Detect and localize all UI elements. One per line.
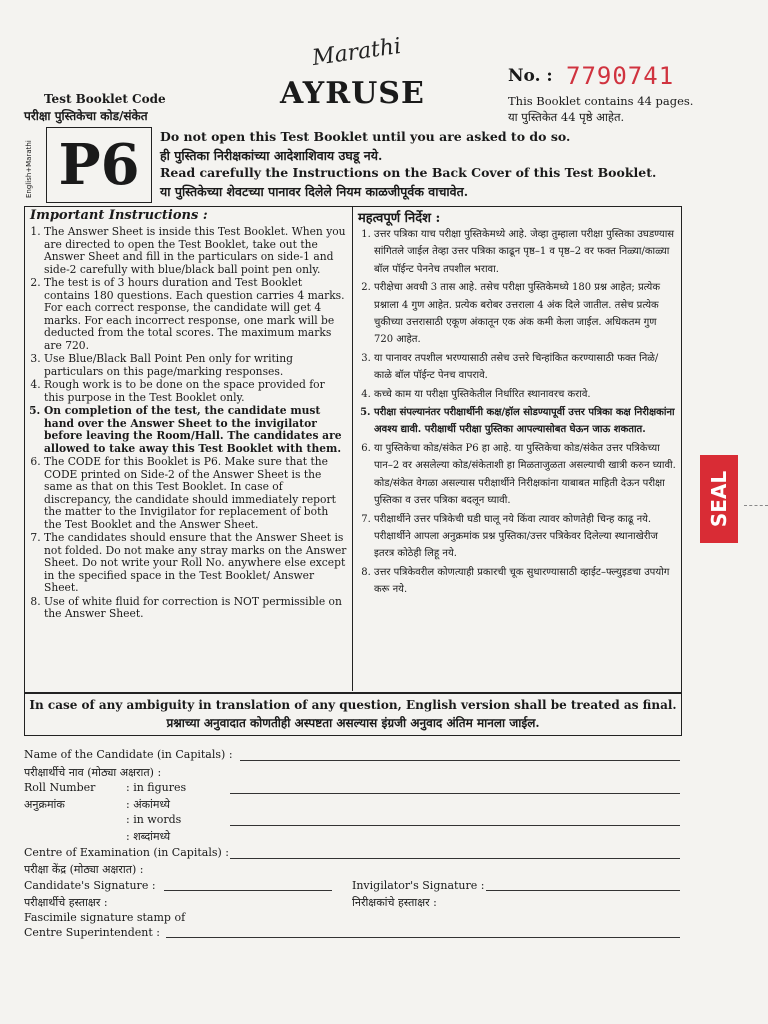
seal-cut-line: [744, 505, 768, 506]
in-words-label-mr: : शब्दांमध्ये: [126, 830, 171, 843]
instruction-mr-2: 2. परीक्षेचा अवधी 3 तास आहे. तसेच परीक्षा पुस्तिकेमध्ये 180 प्रश्न आहेत; प्रत्येक प्रश्नाला 4 गुण आहेत. प्रत्येक बरोबर उत्तराला 4 अंक दिले जातील. तसेच प्रत्येक चुकीच्या उत्तरासाठी एकूण अंकातून एक अंक कमी केला जाईल. अधिकतम गुण 720 आहेत.: [374, 279, 676, 349]
ambiguity-mr: प्रश्नाच्या अनुवादात कोणतीही अस्पष्टता असल्यास इंग्रजी अनुवाद अंतिम मानला जाईल.: [166, 716, 540, 730]
booklet-code: P6: [46, 127, 152, 203]
warning-line-1: Do not open this Test Booklet until you are asked to do so.: [160, 129, 571, 144]
stamp-label-line-2: Centre Superintendent :: [24, 926, 161, 939]
candidate-name-label-mr: परीक्षार्थीचे नाव (मोठ्या अक्षरात) :: [24, 766, 162, 779]
instructions-heading-mr: महत्वपूर्ण निर्देश :: [358, 211, 441, 226]
booklet-code-label: Test Booklet Code: [44, 92, 166, 106]
instruction-en-7: 7. The candidates should ensure that the Answer Sheet is not folded. Do not make any stray marks on the Answer Sheet. Do not write your Roll No. anywhere else except in the specified space in the Test Booklet/ Answer Sheet.: [44, 532, 348, 595]
instruction-en-4: 4. Rough work is to be done on the space provided for this purpose in the Test Booklet only.: [44, 379, 348, 404]
instruction-mr-6: 6. या पुस्तिकेचा कोड/संकेत P6 हा आहे. या पुस्तिकेचा कोड/संकेत उत्तर पत्रिकेच्या पान–2 वर असलेल्या कोड/संकेताशी हा मिळताजुळता असल्याची खात्री करुन घ्यावी. कोड/संकेत वेगळा असल्यास परीक्षार्थीने निरीक्षकांना याबाबत माहिती देऊन परीक्षा पुस्तिका व उत्तर पत्रिका बदलून घ्यावी.: [374, 440, 676, 510]
booklet-code-label-mr: परीक्षा पुस्तिकेचा कोड/संकेत: [24, 109, 148, 123]
instruction-mr-4: 4. कच्चे काम या परीक्षा पुस्तिकेतील निर्धारित स्थानावरच करावे.: [374, 386, 676, 403]
booklet-number-label: No. :: [508, 66, 553, 86]
instruction-mr-1: 1. उत्तर पत्रिका याच परीक्षा पुस्तिकेमध्ये आहे. जेव्हा तुम्हाला परीक्षा पुस्तिका उघडण्यास सांगितले जाईल तेव्हा उत्तर पत्रिका काढून पृष्ठ–1 व पृष्ठ–2 वर फक्त निळ्या/काळ्या बॉल पॉईन्ट पेननेच तपशील भरावा.: [374, 226, 676, 278]
ambiguity-notice: [24, 693, 682, 736]
invigilator-signature-label: Invigilator's Signature :: [352, 879, 485, 892]
centre-label: Centre of Examination (in Capitals) :: [24, 846, 229, 859]
stamp-label-line-1: Fascimile signature stamp of: [24, 911, 186, 924]
seal-label: SEAL: [707, 470, 732, 528]
exam-title: AYRUSE: [280, 76, 425, 111]
instructions-en: [26, 226, 348, 622]
invigilator-signature-label-mr: निरीक्षकांचे हस्ताक्षर :: [352, 896, 437, 909]
roll-number-label: Roll Number: [24, 781, 96, 794]
candidate-signature-label: Candidate's Signature :: [24, 879, 156, 892]
candidate-name-field[interactable]: [240, 760, 680, 761]
warning-line-2: ही पुस्तिका निरीक्षकांच्या आदेशाशिवाय उघडू नये.: [160, 148, 383, 163]
candidate-signature-field[interactable]: [164, 890, 332, 891]
roll-number-label-mr: अनुक्रमांक: [24, 798, 65, 811]
instructions-mr: [356, 226, 676, 600]
instructions-heading-en: Important Instructions :: [30, 208, 208, 223]
roll-figures-field[interactable]: [230, 793, 680, 794]
candidate-name-label: Name of the Candidate (in Capitals) :: [24, 748, 233, 761]
in-words-label: : in words: [126, 813, 182, 826]
instruction-mr-7: 7. परीक्षार्थीने उत्तर पत्रिकेची घडी घालू नये किंवा त्यावर कोणतेही चिन्ह काढू नये. परीक्षार्थीने आपला अनुक्रमांक प्रश्न पुस्तिका/उत्तर पत्रिकेवर दिलेल्या स्थानाखेरीज इतरत्र कोठेही लिहू नये.: [374, 511, 676, 563]
instruction-en-2: 2. The test is of 3 hours duration and Test Booklet contains 180 questions. Each question carries 4 marks. For each correct response, the candidate will get 4 marks. For each incorrect response, one mark will be deducted from the total scores. The maximum marks are 720.: [44, 277, 348, 352]
handwritten-note: Marathi: [310, 33, 403, 72]
centre-field[interactable]: [230, 858, 680, 859]
invigilator-signature-field[interactable]: [486, 890, 680, 891]
ambiguity-en: In case of any ambiguity in translation of any question, English version shall be treated as final.: [29, 698, 677, 712]
instruction-en-1: 1. The Answer Sheet is inside this Test Booklet. When you are directed to open the Test Booklet, take out the Answer Sheet and fill in the particulars on side-1 and side-2 carefully with blue/black ball point pen only.: [44, 226, 348, 276]
in-figures-label: : in figures: [126, 781, 187, 794]
seal-tab: [700, 455, 738, 543]
stamp-field[interactable]: [166, 937, 680, 938]
warning-line-3: Read carefully the Instructions on the Back Cover of this Test Booklet.: [160, 165, 657, 180]
instruction-en-3: 3. Use Blue/Black Ball Point Pen only for writing particulars on this page/marking responses.: [44, 353, 348, 378]
instruction-mr-8: 8. उत्तर पत्रिकेवरील कोणत्याही प्रकारची चूक सुधारण्यासाठी व्हाईट–फ्ल्युइडचा उपयोग करू नये.: [374, 564, 676, 599]
booklet-number: 7790741: [566, 62, 675, 90]
warning-line-4: या पुस्तिकेच्या शेवटच्या पानावर दिलेले नियम काळजीपूर्वक वाचावेत.: [160, 184, 469, 199]
page-count-en: This Booklet contains 44 pages.: [508, 94, 694, 108]
column-divider: [352, 206, 353, 691]
roll-words-field[interactable]: [230, 825, 680, 826]
instruction-mr-5: 5. परीक्षा संपल्यानंतर परीक्षार्थीनी कक्ष/हॉल सोडण्यापूर्वी उत्तर पत्रिका कक्ष निरीक्षकांना अवश्य द्यावी. परीक्षार्थी परीक्षा पुस्तिका आपल्यासोबत घेऊन जाऊ शकतात.: [374, 404, 676, 439]
instruction-en-6: 6. The CODE for this Booklet is P6. Make sure that the CODE printed on Side-2 of the Answer Sheet is the same as that on this Test Booklet. In case of discrepancy, the candidate should immediately report the matter to the Invigilator for replacement of both the Test Booklet and the Answer Sheet.: [44, 456, 348, 531]
candidate-signature-label-mr: परीक्षार्थीचे हस्ताक्षर :: [24, 896, 108, 909]
centre-label-mr: परीक्षा केंद्र (मोठ्या अक्षरात) :: [24, 863, 144, 876]
in-figures-label-mr: : अंकांमध्ये: [126, 798, 170, 811]
instruction-mr-3: 3. या पानावर तपशील भरण्यासाठी तसेच उत्तरे चिन्हांकित करण्यासाठी फक्त निळे/काळे बॉल पॉईन्ट पेनच वापरावे.: [374, 350, 676, 385]
language-label: English+Marathi: [25, 140, 33, 198]
instruction-en-8: 8. Use of white fluid for correction is NOT permissible on the Answer Sheet.: [44, 596, 348, 621]
instruction-en-5: 5. On completion of the test, the candidate must hand over the Answer Sheet to the invigilator before leaving the Room/Hall. The candidates are allowed to take away this Test Booklet with them.: [44, 405, 348, 455]
page-count-mr: या पुस्तिकेत 44 पृष्ठे आहेत.: [508, 110, 625, 124]
